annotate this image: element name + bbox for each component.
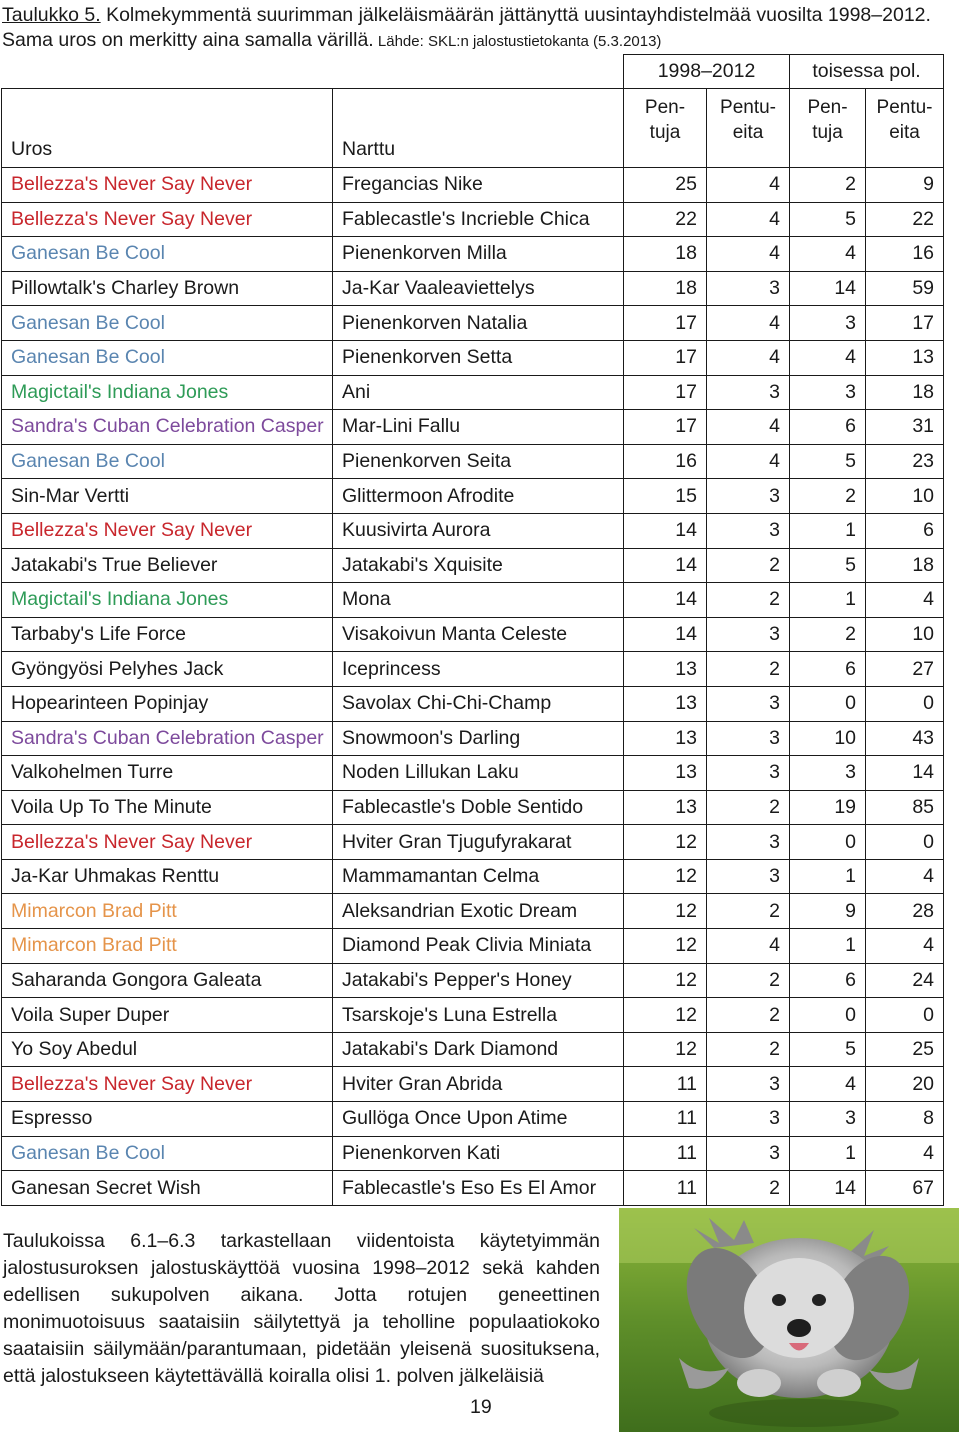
litters-1998-2012-cell: 25: [624, 168, 707, 203]
litters-1998-2012-cell: 14: [624, 548, 707, 583]
sire-cell: Mimarcon Brad Pitt: [2, 894, 333, 929]
dam-cell: Jatakabi's Pepper's Honey: [333, 963, 624, 998]
puppies-second-gen-cell: 0: [866, 686, 944, 721]
puppies-1998-2012-cell: 3: [707, 617, 790, 652]
table-row: [2, 1171, 944, 1206]
litters-1998-2012-cell: 12: [624, 998, 707, 1033]
puppies-second-gen-cell: 14: [866, 756, 944, 791]
table-caption-label: Taulukko 5.: [2, 4, 101, 26]
dam-cell: Jatakabi's Dark Diamond: [333, 1032, 624, 1067]
puppies-second-gen-cell: 10: [866, 479, 944, 514]
puppies-1998-2012-cell: 2: [707, 652, 790, 687]
litters-1998-2012-cell: 18: [624, 237, 707, 272]
litters-second-gen-cell: 4: [790, 340, 866, 375]
litters-1998-2012-cell: 13: [624, 790, 707, 825]
puppies-1998-2012-cell: 3: [707, 479, 790, 514]
sire-cell: Sandra's Cuban Celebration Casper: [2, 410, 333, 445]
dam-cell: Kuusivirta Aurora: [333, 513, 624, 548]
litters-second-gen-cell: 3: [790, 756, 866, 791]
litters-1998-2012-cell: 11: [624, 1136, 707, 1171]
table-row: [2, 237, 944, 272]
puppies-1998-2012-cell: 3: [707, 271, 790, 306]
sire-cell: Bellezza's Never Say Never: [2, 202, 333, 237]
puppies-second-gen-cell: 18: [866, 548, 944, 583]
puppies-second-gen-cell: 20: [866, 1067, 944, 1102]
sire-cell: Gyöngyösi Pelyhes Jack: [2, 652, 333, 687]
puppies-1998-2012-cell: 4: [707, 168, 790, 203]
table-row: [2, 306, 944, 341]
dam-cell: Fablecastle's Doble Sentido: [333, 790, 624, 825]
puppies-1998-2012-cell: 2: [707, 1171, 790, 1206]
table-row: [2, 686, 944, 721]
sire-cell: Magictail's Indiana Jones: [2, 583, 333, 618]
dam-cell: Pienenkorven Seita: [333, 444, 624, 479]
table-row: [2, 998, 944, 1033]
sire-cell: Ganesan Be Cool: [2, 1136, 333, 1171]
puppies-second-gen-cell: 13: [866, 340, 944, 375]
sire-cell: Tarbaby's Life Force: [2, 617, 333, 652]
litters-second-gen-cell: 6: [790, 963, 866, 998]
puppies-second-gen-cell: 16: [866, 237, 944, 272]
litters-1998-2012-cell: 16: [624, 444, 707, 479]
dam-cell: Snowmoon's Darling: [333, 721, 624, 756]
litters-1998-2012-cell: 17: [624, 410, 707, 445]
litters-1998-2012-cell: 18: [624, 271, 707, 306]
sire-cell: Magictail's Indiana Jones: [2, 375, 333, 410]
dam-cell: Fablecastle's Incrieble Chica: [333, 202, 624, 237]
litters-second-gen-cell: 14: [790, 271, 866, 306]
litters-1998-2012-cell: 12: [624, 825, 707, 860]
sire-cell: Jatakabi's True Believer: [2, 548, 333, 583]
dam-cell: Aleksandrian Exotic Dream: [333, 894, 624, 929]
litters-second-gen-cell: 6: [790, 652, 866, 687]
litters-1998-2012-cell: 13: [624, 686, 707, 721]
puppies-1998-2012-cell: 3: [707, 1067, 790, 1102]
litters-second-gen-cell: 3: [790, 306, 866, 341]
table-row: [2, 756, 944, 791]
dam-cell: Fablecastle's Eso Es El Amor: [333, 1171, 624, 1206]
header-litters-a: Pen- tuja: [624, 89, 707, 168]
dam-cell: Savolax Chi-Chi-Champ: [333, 686, 624, 721]
litters-1998-2012-cell: 17: [624, 340, 707, 375]
puppies-1998-2012-cell: 4: [707, 306, 790, 341]
puppies-1998-2012-cell: 3: [707, 686, 790, 721]
sire-cell: Ganesan Be Cool: [2, 306, 333, 341]
puppies-1998-2012-cell: 2: [707, 998, 790, 1033]
header-sire: Uros: [2, 89, 333, 168]
dam-cell: Pienenkorven Natalia: [333, 306, 624, 341]
table-row: [2, 1032, 944, 1067]
header-litters-c: Pen- tuja: [790, 89, 866, 168]
sire-cell: Bellezza's Never Say Never: [2, 513, 333, 548]
running-dog-photo: [619, 1208, 959, 1432]
sire-cell: Ja-Kar Uhmakas Renttu: [2, 859, 333, 894]
litters-second-gen-cell: 14: [790, 1171, 866, 1206]
puppies-second-gen-cell: 4: [866, 1136, 944, 1171]
puppies-second-gen-cell: 0: [866, 998, 944, 1033]
dam-cell: Pienenkorven Kati: [333, 1136, 624, 1171]
puppies-second-gen-cell: 10: [866, 617, 944, 652]
puppies-second-gen-cell: 0: [866, 825, 944, 860]
puppies-second-gen-cell: 27: [866, 652, 944, 687]
puppies-second-gen-cell: 31: [866, 410, 944, 445]
litters-1998-2012-cell: 13: [624, 652, 707, 687]
table-row: [2, 548, 944, 583]
litters-1998-2012-cell: 17: [624, 375, 707, 410]
sire-cell: Ganesan Be Cool: [2, 340, 333, 375]
puppies-second-gen-cell: 28: [866, 894, 944, 929]
table-row: [2, 652, 944, 687]
puppies-second-gen-cell: 8: [866, 1102, 944, 1137]
table-row: [2, 479, 944, 514]
table-row: [2, 1102, 944, 1137]
sire-cell: Yo Soy Abedul: [2, 1032, 333, 1067]
puppies-1998-2012-cell: 2: [707, 583, 790, 618]
dam-cell: Pienenkorven Milla: [333, 237, 624, 272]
puppies-second-gen-cell: 67: [866, 1171, 944, 1206]
litters-second-gen-cell: 1: [790, 513, 866, 548]
puppies-1998-2012-cell: 4: [707, 444, 790, 479]
litters-second-gen-cell: 19: [790, 790, 866, 825]
dam-cell: Mona: [333, 583, 624, 618]
puppies-1998-2012-cell: 3: [707, 859, 790, 894]
puppies-second-gen-cell: 6: [866, 513, 944, 548]
litters-1998-2012-cell: 12: [624, 894, 707, 929]
table-row: [2, 513, 944, 548]
puppies-second-gen-cell: 9: [866, 168, 944, 203]
litters-1998-2012-cell: 22: [624, 202, 707, 237]
header-puppies-b: Pentu- eita: [707, 89, 790, 168]
puppies-1998-2012-cell: 2: [707, 1032, 790, 1067]
dog-photo-svg: [619, 1208, 959, 1432]
puppies-second-gen-cell: 23: [866, 444, 944, 479]
puppies-1998-2012-cell: 3: [707, 1136, 790, 1171]
sire-cell: Mimarcon Brad Pitt: [2, 929, 333, 964]
puppies-1998-2012-cell: 3: [707, 756, 790, 791]
litters-1998-2012-cell: 13: [624, 756, 707, 791]
sire-cell: Espresso: [2, 1102, 333, 1137]
table-row: [2, 1067, 944, 1102]
sire-cell: Sandra's Cuban Celebration Casper: [2, 721, 333, 756]
litters-second-gen-cell: 0: [790, 686, 866, 721]
litters-second-gen-cell: 2: [790, 479, 866, 514]
puppies-second-gen-cell: 43: [866, 721, 944, 756]
table-row: [2, 963, 944, 998]
dam-cell: Jatakabi's Xquisite: [333, 548, 624, 583]
litters-second-gen-cell: 3: [790, 1102, 866, 1137]
puppies-1998-2012-cell: 3: [707, 825, 790, 860]
dam-cell: Fregancias Nike: [333, 168, 624, 203]
sire-cell: Hopearinteen Popinjay: [2, 686, 333, 721]
puppies-1998-2012-cell: 4: [707, 929, 790, 964]
table-row: [2, 340, 944, 375]
table-row: [2, 375, 944, 410]
dam-cell: Mammamantan Celma: [333, 859, 624, 894]
table-row: [2, 825, 944, 860]
table-row: [2, 929, 944, 964]
puppies-1998-2012-cell: 4: [707, 202, 790, 237]
sire-cell: Pillowtalk's Charley Brown: [2, 271, 333, 306]
litters-1998-2012-cell: 13: [624, 721, 707, 756]
puppies-1998-2012-cell: 2: [707, 963, 790, 998]
sire-cell: Bellezza's Never Say Never: [2, 168, 333, 203]
sire-cell: Ganesan Secret Wish: [2, 1171, 333, 1206]
litters-second-gen-cell: 6: [790, 410, 866, 445]
puppies-second-gen-cell: 24: [866, 963, 944, 998]
table-row: [2, 1136, 944, 1171]
litters-1998-2012-cell: 12: [624, 963, 707, 998]
litters-1998-2012-cell: 11: [624, 1067, 707, 1102]
puppies-second-gen-cell: 18: [866, 375, 944, 410]
sire-cell: Sin-Mar Vertti: [2, 479, 333, 514]
litters-1998-2012-cell: 12: [624, 1032, 707, 1067]
litters-second-gen-cell: 5: [790, 202, 866, 237]
sire-cell: Saharanda Gongora Galeata: [2, 963, 333, 998]
litters-second-gen-cell: 0: [790, 825, 866, 860]
dam-cell: Ani: [333, 375, 624, 410]
puppies-second-gen-cell: 4: [866, 929, 944, 964]
litters-second-gen-cell: 3: [790, 375, 866, 410]
table-row: [2, 790, 944, 825]
litters-1998-2012-cell: 17: [624, 306, 707, 341]
litters-second-gen-cell: 1: [790, 929, 866, 964]
dam-cell: Gullöga Once Upon Atime: [333, 1102, 624, 1137]
puppies-1998-2012-cell: 3: [707, 1102, 790, 1137]
page-number: 19: [470, 1396, 492, 1418]
litters-second-gen-cell: 1: [790, 583, 866, 618]
dam-cell: Ja-Kar Vaaleaviettelys: [333, 271, 624, 306]
table-caption-text: Kolmekymmentä suurimman jälkeläismäärän jättänyttä uusintayhdistelmää vuosilta 1998–2012. Sama uros on merkitty aina samalla värillä.: [2, 4, 931, 51]
table-row: [2, 583, 944, 618]
puppies-second-gen-cell: 25: [866, 1032, 944, 1067]
table-row: [2, 859, 944, 894]
puppies-second-gen-cell: 4: [866, 859, 944, 894]
sire-cell: Bellezza's Never Say Never: [2, 1067, 333, 1102]
litters-second-gen-cell: 1: [790, 1136, 866, 1171]
litters-second-gen-cell: 2: [790, 168, 866, 203]
puppies-second-gen-cell: 59: [866, 271, 944, 306]
litters-second-gen-cell: 9: [790, 894, 866, 929]
puppies-second-gen-cell: 85: [866, 790, 944, 825]
dam-cell: Pienenkorven Setta: [333, 340, 624, 375]
litters-1998-2012-cell: 11: [624, 1102, 707, 1137]
puppies-second-gen-cell: 4: [866, 583, 944, 618]
sire-cell: Bellezza's Never Say Never: [2, 825, 333, 860]
table-caption-source: Lähde: SKL:n jalostustietokanta (5.3.2013): [373, 33, 662, 50]
sire-cell: Voila Up To The Minute: [2, 790, 333, 825]
dam-cell: Noden Lillukan Laku: [333, 756, 624, 791]
dam-cell: Hviter Gran Tjugufyrakarat: [333, 825, 624, 860]
puppies-second-gen-cell: 17: [866, 306, 944, 341]
sire-cell: Ganesan Be Cool: [2, 444, 333, 479]
litters-second-gen-cell: 4: [790, 1067, 866, 1102]
dam-cell: Hviter Gran Abrida: [333, 1067, 624, 1102]
puppies-1998-2012-cell: 2: [707, 790, 790, 825]
puppies-1998-2012-cell: 4: [707, 340, 790, 375]
puppies-1998-2012-cell: 4: [707, 237, 790, 272]
litters-second-gen-cell: 10: [790, 721, 866, 756]
puppies-1998-2012-cell: 3: [707, 721, 790, 756]
dam-cell: Mar-Lini Fallu: [333, 410, 624, 445]
litters-second-gen-cell: 1: [790, 859, 866, 894]
table-row: [2, 721, 944, 756]
header-group-row: [2, 55, 944, 89]
table-row: [2, 202, 944, 237]
litters-second-gen-cell: 5: [790, 444, 866, 479]
dam-cell: Tsarskoje's Luna Estrella: [333, 998, 624, 1033]
header-group-second-gen: toisessa pol.: [790, 55, 944, 89]
litters-1998-2012-cell: 14: [624, 583, 707, 618]
table-row: [2, 444, 944, 479]
body-paragraph: Taulukoissa 6.1–6.3 tarkastellaan viidentoista käytetyimmän jalostusuroksen jalostuskäyttöä vuosina 1998–2012 sekä kahden edellisen sukupolven aikana. Jotta rotujen geneettinen monimuotoisuus saataisiin säilytettyä ja teholline populaatiokoko saataisiin säilymään/parantumaan, pidetään yleisenä suosituksena, että jalostukseen käytettävällä koiralla olisi 1. polven jälkeläisiä: [3, 1230, 600, 1387]
header-dam: Narttu: [333, 89, 624, 168]
dam-cell: Iceprincess: [333, 652, 624, 687]
litters-second-gen-cell: 0: [790, 998, 866, 1033]
table-row: [2, 894, 944, 929]
dam-cell: Visakoivun Manta Celeste: [333, 617, 624, 652]
header-puppies-d: Pentu- eita: [866, 89, 944, 168]
table-caption: [2, 3, 952, 54]
puppies-1998-2012-cell: 4: [707, 410, 790, 445]
puppies-1998-2012-cell: 2: [707, 548, 790, 583]
puppies-second-gen-cell: 22: [866, 202, 944, 237]
litters-1998-2012-cell: 15: [624, 479, 707, 514]
litters-1998-2012-cell: 14: [624, 617, 707, 652]
litters-second-gen-cell: 2: [790, 617, 866, 652]
header-row: [2, 89, 944, 168]
puppies-1998-2012-cell: 2: [707, 894, 790, 929]
litters-second-gen-cell: 5: [790, 1032, 866, 1067]
litters-1998-2012-cell: 11: [624, 1171, 707, 1206]
dam-cell: Diamond Peak Clivia Miniata: [333, 929, 624, 964]
litters-1998-2012-cell: 12: [624, 929, 707, 964]
litters-1998-2012-cell: 14: [624, 513, 707, 548]
breeding-table: [1, 54, 944, 1206]
sire-cell: Valkohelmen Turre: [2, 756, 333, 791]
sire-cell: Voila Super Duper: [2, 998, 333, 1033]
header-group-1998-2012: 1998–2012: [624, 55, 790, 89]
litters-second-gen-cell: 5: [790, 548, 866, 583]
puppies-1998-2012-cell: 3: [707, 513, 790, 548]
table-row: [2, 168, 944, 203]
table-row: [2, 271, 944, 306]
sire-cell: Ganesan Be Cool: [2, 237, 333, 272]
dam-cell: Glittermoon Afrodite: [333, 479, 624, 514]
table-row: [2, 617, 944, 652]
table-row: [2, 410, 944, 445]
litters-1998-2012-cell: 12: [624, 859, 707, 894]
puppies-1998-2012-cell: 3: [707, 375, 790, 410]
litters-second-gen-cell: 4: [790, 237, 866, 272]
